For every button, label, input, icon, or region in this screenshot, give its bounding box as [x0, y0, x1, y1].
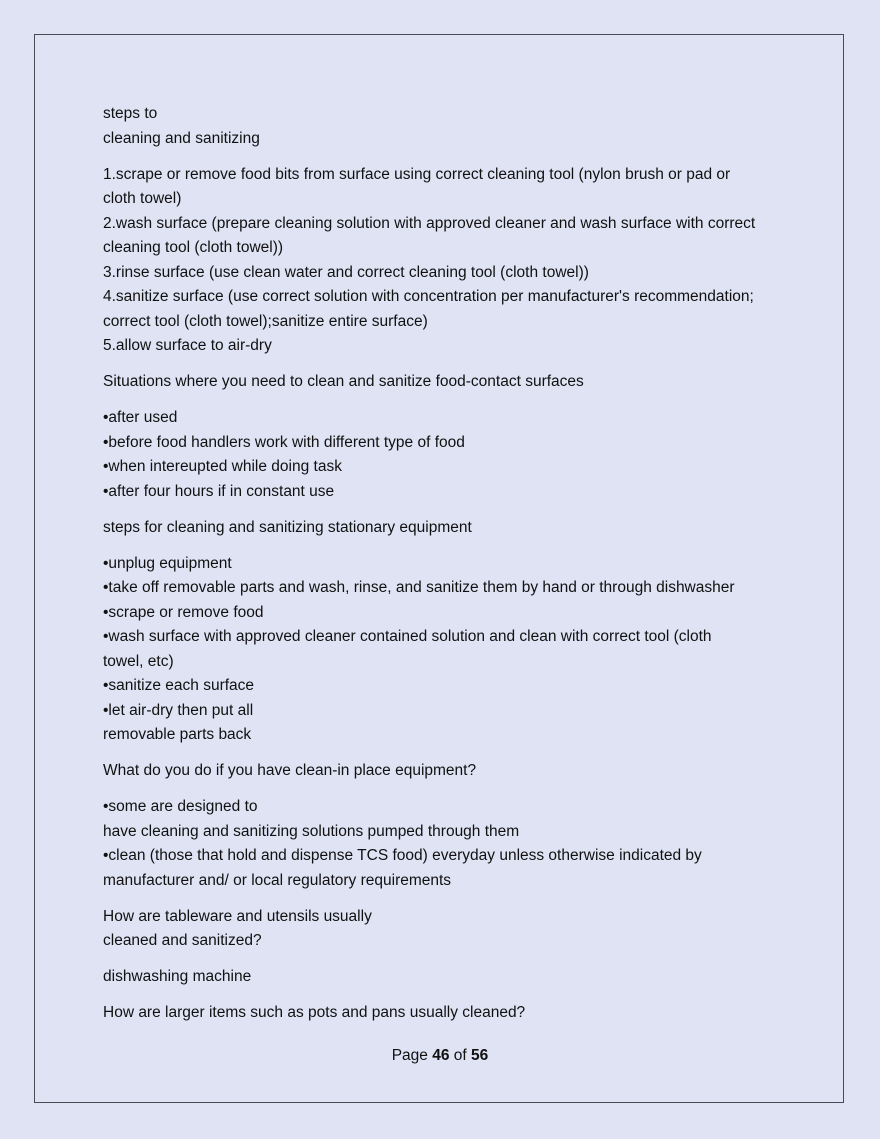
total-page-count: 56 [471, 1047, 489, 1064]
page-footer [0, 1045, 880, 1067]
paragraph [103, 965, 793, 990]
paragraph [103, 370, 793, 395]
text-line: •some are designed to [103, 798, 258, 815]
paragraph [103, 552, 793, 748]
text-line: •before food handlers work with different type of food [103, 433, 465, 451]
text-line: towel, etc) [103, 652, 174, 670]
text-line: •when intereupted while doing task [103, 458, 342, 475]
text-line: •after used [103, 409, 178, 426]
text-line: •sanitize each surface [103, 677, 255, 694]
text-line: •take off removable parts and wash, rinse, and sanitize them by hand or through dishwasher [103, 579, 735, 596]
text-line: •unplug equipment [103, 554, 232, 572]
page-content [103, 102, 793, 1037]
text-line: 4.sanitize surface (use correct solution with concentration per manufacturer's recommendation; [103, 288, 754, 305]
text-line: •after four hours if in constant use [103, 482, 335, 500]
paragraph [103, 905, 793, 954]
text-line: have cleaning and sanitizing solutions pumped through them [103, 822, 520, 840]
text-line: What do you do if you have clean-in place equipment? [103, 762, 477, 779]
paragraph [103, 1001, 793, 1026]
footer-separator: of [453, 1047, 467, 1064]
paragraph [103, 759, 793, 784]
text-line: Situations where you need to clean and sanitize food-contact surfaces [103, 373, 584, 390]
text-line: 3.rinse surface (use clean water and correct cleaning tool (cloth towel)) [103, 263, 589, 281]
text-line: cleaning tool (cloth towel)) [103, 239, 284, 256]
text-line: steps to [103, 105, 158, 122]
text-line: correct tool (cloth towel);sanitize entire surface) [103, 312, 428, 330]
text-line: 2.wash surface (prepare cleaning solution with approved cleaner and wash surface with correct [103, 214, 756, 232]
text-line: •let air-dry then put all [103, 701, 254, 719]
text-line: How are tableware and utensils usually [103, 907, 372, 925]
paragraph [103, 406, 793, 504]
paragraph [103, 516, 793, 541]
text-line: dishwashing machine [103, 968, 252, 985]
footer-prefix: Page [391, 1047, 428, 1064]
text-line: cloth towel) [103, 190, 182, 207]
text-line: steps for cleaning and sanitizing stationary equipment [103, 518, 472, 536]
text-line: cleaning and sanitizing [103, 129, 260, 147]
text-line: manufacturer and/ or local regulatory requirements [103, 871, 452, 889]
text-line: 1.scrape or remove food bits from surface using correct cleaning tool (nylon brush or pad or [103, 165, 731, 183]
text-line: removable parts back [103, 726, 252, 743]
paragraph [103, 163, 793, 359]
text-line: •scrape or remove food [103, 603, 264, 621]
text-line: cleaned and sanitized? [103, 932, 262, 949]
paragraph [103, 795, 793, 893]
text-line: •clean (those that hold and dispense TCS food) everyday unless otherwise indicated by [103, 847, 702, 864]
text-line: •wash surface with approved cleaner contained solution and clean with correct tool (cloth [103, 628, 712, 645]
paragraph [103, 102, 793, 151]
text-line: How are larger items such as pots and pans usually cleaned? [103, 1004, 526, 1021]
current-page-number: 46 [432, 1047, 450, 1064]
text-line: 5.allow surface to air-dry [103, 337, 272, 354]
